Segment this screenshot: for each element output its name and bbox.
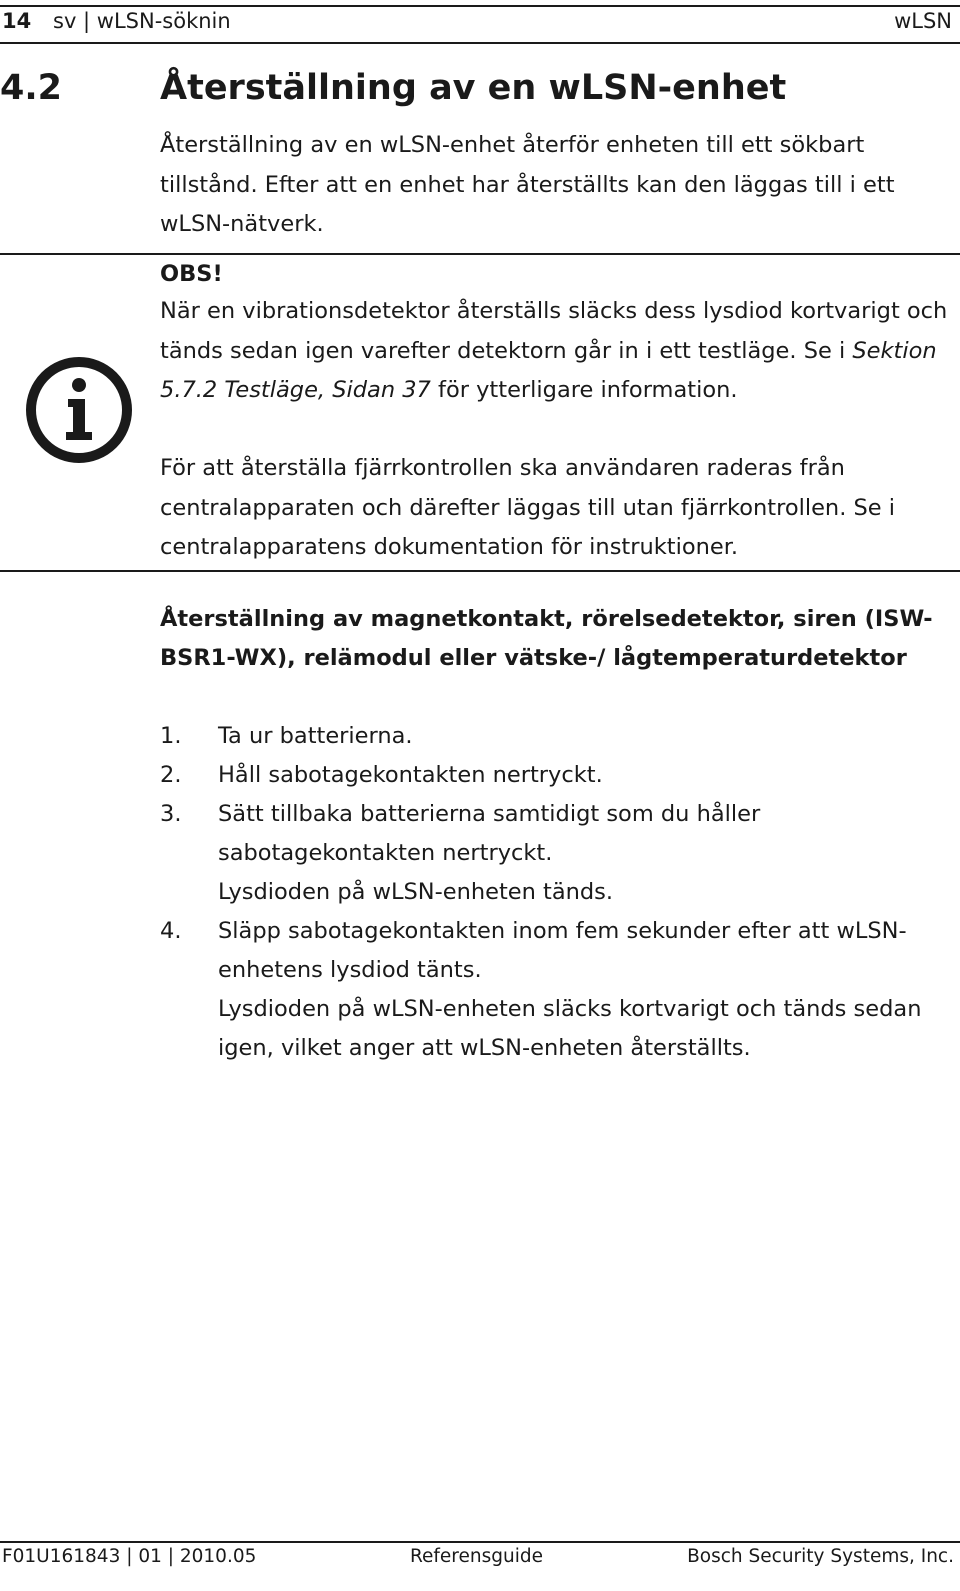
procedure-step: [160, 717, 950, 756]
note-text-before-ref: När en vibrationsdetektor återställs släcks dess lysdiod kortvarigt och tänds sedan igen varefter detektorn går in i ett testläge. Se i: [160, 298, 948, 364]
section-number: 4.2: [0, 68, 63, 108]
procedure-step: [160, 795, 950, 912]
step-text: Ta ur batterierna.: [218, 723, 413, 749]
header-bottom-rule: [0, 42, 960, 44]
note-paragraph-1: [160, 292, 950, 411]
step-text: Sätt tillbaka batterierna samtidigt som du håller sabotagekontakten nertryckt.: [218, 801, 761, 866]
section-title: Återställning av en wLSN-enhet: [160, 68, 787, 108]
footer-company: Bosch Security Systems, Inc.: [687, 1546, 954, 1567]
procedure-steps: [160, 717, 950, 1068]
footer-doc-id: F01U161843 | 01 | 2010.05: [2, 1546, 257, 1567]
procedure-step: [160, 912, 950, 1068]
footer-rule: [0, 1541, 960, 1543]
header-section-label: sv | wLSN-söknin: [53, 9, 231, 33]
step-text: Håll sabotagekontakten nertryckt.: [218, 762, 603, 788]
section-intro: Återställning av en wLSN-enhet återför enheten till ett sökbart tillstånd. Efter att en enhet har återställts kan den läggas till i ett wLSN-nätverk.: [160, 132, 895, 237]
note-paragraph-2: För att återställa fjärrkontrollen ska användaren raderas från centralapparaten och därefter läggas till utan fjärrkontrollen. Se i centralapparatens dokumentation för instruktioner.: [160, 455, 896, 560]
step-number: 1.: [160, 723, 182, 749]
procedure-heading: Återställning av magnetkontakt, rörelsedetektor, siren (ISW-BSR1-WX), relämodul eller vätske-/ lågtemperaturdetektor: [160, 606, 933, 671]
note-heading: OBS!: [160, 261, 223, 287]
info-icon: [25, 356, 133, 464]
footer-doc-type: Referensguide: [410, 1546, 543, 1567]
note-top-rule: [0, 253, 960, 255]
step-text: Släpp sabotagekontakten inom fem sekunder efter att wLSN-enhetens lysdiod tänts.: [218, 918, 907, 983]
procedure-step: [160, 756, 950, 795]
header-product-label: wLSN: [894, 9, 952, 33]
note-bottom-rule: [0, 570, 960, 572]
step-result: Lysdioden på wLSN-enheten tänds.: [218, 879, 614, 905]
step-number: 4.: [160, 918, 182, 944]
step-result: Lysdioden på wLSN-enheten släcks kortvarigt och tänds sedan igen, vilket anger att wLSN-enheten återställts.: [218, 996, 922, 1061]
page-number: 14: [2, 9, 32, 33]
note-text-after-ref: för ytterligare information.: [430, 377, 738, 403]
step-number: 3.: [160, 801, 182, 827]
section-cross-reference[interactable]: Sektion 5.7.2 Testläge, Sidan 37: [160, 337, 937, 403]
header-top-rule: [0, 5, 960, 7]
step-number: 2.: [160, 762, 182, 788]
